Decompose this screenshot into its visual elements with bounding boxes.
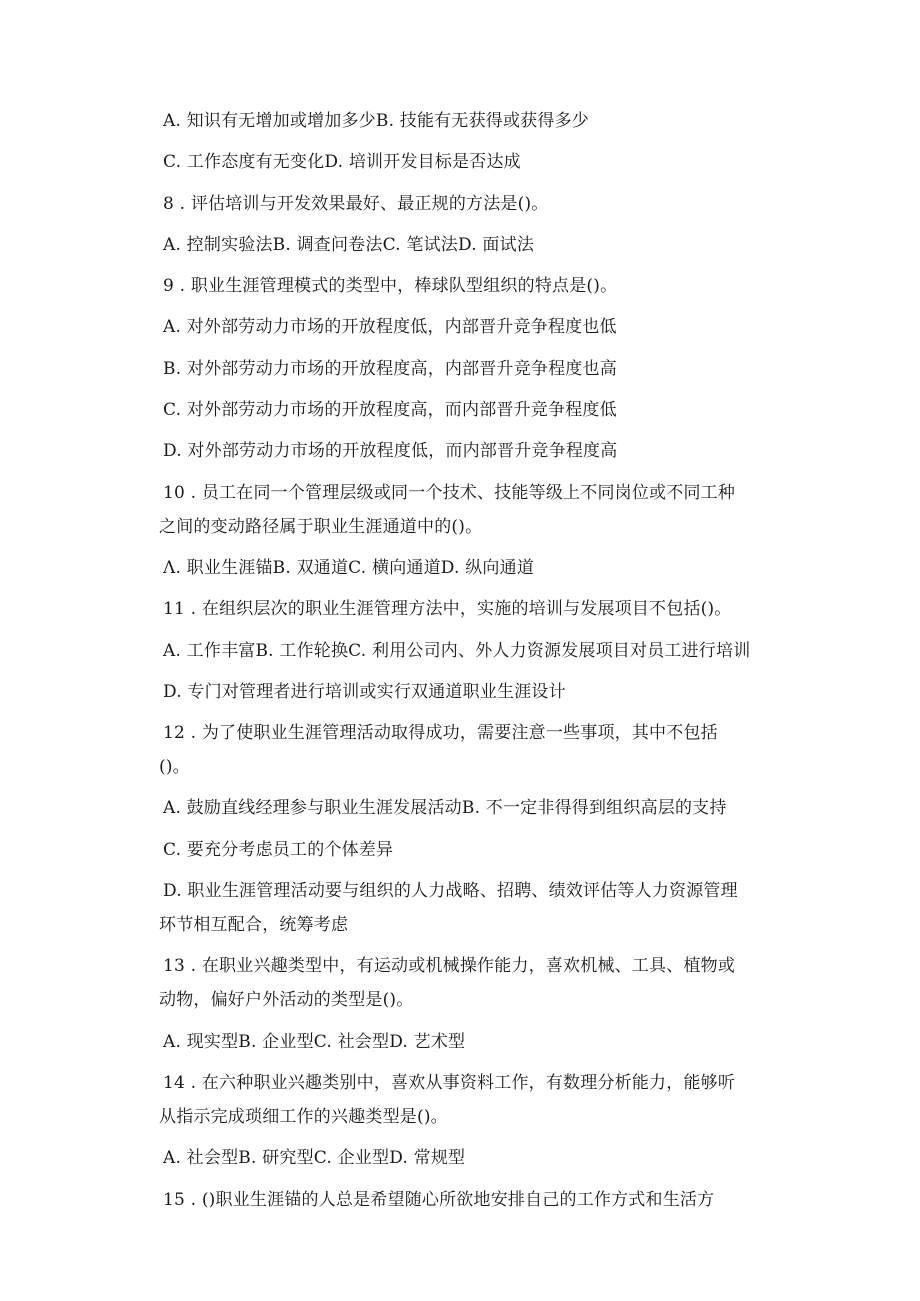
question-9: 9 . 职业生涯管理模式的类型中，棒球队型组织的特点是()。 (163, 276, 618, 297)
question-15: 15 . ()职业生涯锚的人总是希望随心所欲地安排自己的工作方式和生活方 (163, 1189, 715, 1210)
question-14 (159, 1066, 783, 1134)
option-12d-line-2: 环节相互配合，统筹考虑 (159, 915, 349, 936)
option-line-14: A. 社会型B. 研究型C. 企业型D. 常规型 (163, 1148, 466, 1169)
question-8: 8 . 评估培训与开发效果最好、最正规的方法是()。 (163, 193, 549, 214)
option-line-12ab: A. 鼓励直线经理参与职业生涯发展活动B. 不一定非得得到组织高层的支持 (163, 798, 727, 819)
option-12d (159, 874, 783, 942)
question-14-line-2: 从指示完成琐细工作的兴趣类型是()。 (159, 1106, 448, 1127)
document-body (159, 104, 783, 1217)
question-10-line-1: 10 . 员工在同一个管理层级或同一个技术、技能等级上不同岗位或不同工种 (163, 482, 736, 503)
option-12c: C. 要充分考虑员工的个体差异 (163, 839, 394, 860)
option-9a: A. 对外部劳动力市场的开放程度低，内部晋升竞争程度也低 (163, 317, 617, 338)
question-14-line-1: 14 . 在六种职业兴趣类别中，喜欢从事资料工作，有数理分析能力，能够听 (163, 1072, 736, 1093)
option-12d-line-1: D. 职业生涯管理活动要与组织的人力战略、招聘、绩效评估等人力资源管理 (163, 881, 738, 902)
question-13-line-2: 动物，偏好户外活动的类型是()。 (159, 990, 414, 1011)
question-11: 11 . 在组织层次的职业生涯管理方法中，实施的培训与发展项目不包括()。 (163, 599, 732, 620)
option-line-7cd: C. 工作态度有无变化D. 培训开发目标是否达成 (163, 152, 521, 173)
question-12-line-1: 12 . 为了使职业生涯管理活动取得成功，需要注意一些事项，其中不包括 (163, 723, 718, 744)
question-13 (159, 949, 783, 1017)
option-9d: D. 对外部劳动力市场的开放程度低，而内部晋升竞争程度高 (163, 441, 618, 462)
question-12-line-2: ()。 (159, 757, 190, 778)
question-10-line-2: 之间的变动路径属于职业生涯通道中的()。 (159, 516, 483, 537)
question-12 (159, 716, 783, 784)
option-9b: B. 对外部劳动力市场的开放程度高，内部晋升竞争程度也高 (163, 358, 617, 379)
option-line-7ab: A. 知识有无增加或增加多少B. 技能有无获得或获得多少 (163, 111, 589, 131)
option-line-8: A. 控制实验法B. 调查问卷法C. 笔试法D. 面试法 (163, 234, 535, 255)
question-13-line-1: 13 . 在职业兴趣类型中，有运动或机械操作能力，喜欢机械、工具、植物或 (163, 956, 736, 977)
option-line-10: Λ. 职业生涯锚B. 双通道C. 横向通道D. 纵向通道 (163, 557, 535, 578)
option-line-11abc: A. 工作丰富B. 工作轮换C. 利用公司内、外人力资源发展项目对员工进行培训 (163, 640, 751, 661)
option-11d: D. 专门对管理者进行培训或实行双通道职业生涯设计 (163, 681, 566, 702)
option-9c: C. 对外部劳动力市场的开放程度高，而内部晋升竞争程度低 (163, 400, 617, 421)
option-line-13: A. 现实型B. 企业型C. 社会型D. 艺术型 (163, 1031, 466, 1052)
question-10 (159, 476, 783, 544)
